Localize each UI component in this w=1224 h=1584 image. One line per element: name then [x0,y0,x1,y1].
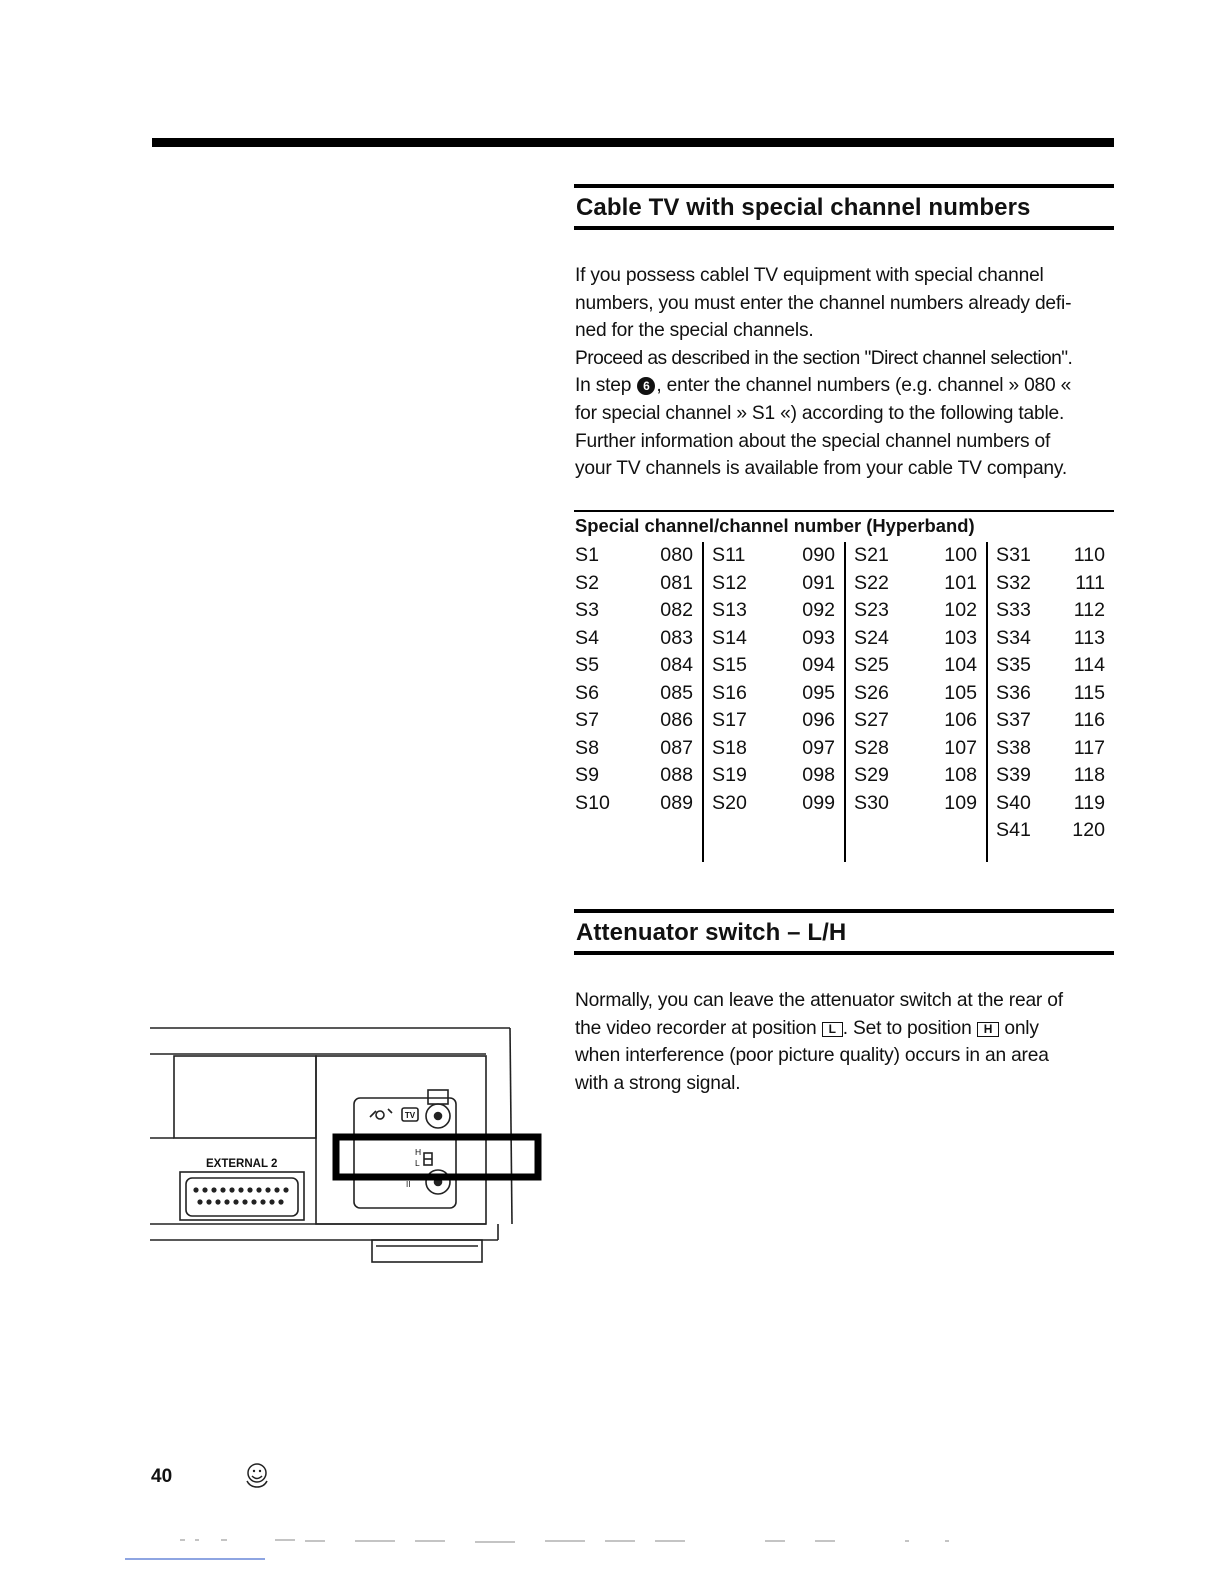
key-h-icon: H [977,1022,999,1037]
special-channel: S20 [712,791,747,814]
table-row [988,790,1114,818]
channel-number: 085 [660,681,693,704]
table-row [846,762,986,790]
table-row [988,652,1114,680]
paragraph-line: ned for the special channels. [575,320,814,342]
table-row [846,735,986,763]
special-channel: S16 [712,681,747,704]
channel-number: 082 [660,599,693,622]
channel-number: 087 [660,736,693,759]
channel-number: 119 [1073,791,1105,814]
antenna-symbol-icon [376,1111,384,1119]
special-channel: S19 [712,764,747,787]
upper-left-compartment [174,1056,316,1138]
channel-number: 113 [1073,626,1105,649]
table-row [704,762,844,790]
recorder-foot [372,1240,482,1262]
special-channel: S8 [575,736,599,759]
special-channel: S15 [712,654,747,677]
section-cable-tv-header [574,184,1114,230]
table-column [702,542,844,862]
special-channel: S17 [712,709,747,732]
table-row [574,680,702,708]
table-row [988,762,1114,790]
channel-number: 111 [1075,571,1105,594]
special-channel: S9 [575,764,599,787]
special-channel: S1 [575,544,599,567]
switch-h-label: H [415,1147,422,1157]
special-channel: S3 [575,599,599,622]
page-number: 40 [151,1466,173,1487]
special-channel: S34 [996,626,1031,649]
channel-number: 120 [1072,819,1105,842]
special-channel: S41 [996,819,1031,842]
channel-number: 092 [802,599,835,622]
step-number-icon: 6 [637,377,655,395]
paragraph-line: for special channel » S1 «) according to the following table. [575,402,1065,424]
channel-number: 081 [660,571,693,594]
housing-right-edge [510,1028,512,1224]
table-title: Special channel/channel number (Hyperband) [575,515,975,536]
channel-number: 086 [660,709,693,732]
table-column [844,542,986,862]
table-row [574,762,702,790]
table-row [574,707,702,735]
table-row [704,680,844,708]
channel-number: 091 [802,571,835,594]
special-channel: S4 [575,626,599,649]
special-channel: S22 [854,571,889,594]
table-row [988,707,1114,735]
section-title: Attenuator switch – L/H [576,919,847,946]
paragraph-line: If you possess cablel TV equipment with special channel [575,265,1044,286]
paragraph-line: when interference (poor picture quality) occurs in an area [575,1045,1049,1067]
table-row [704,735,844,763]
special-channel: S40 [996,791,1031,814]
tv-label: TV [404,1111,416,1120]
table-row [574,790,702,818]
channel-number: 095 [802,681,835,704]
special-channel: S35 [996,654,1031,677]
special-channel: S28 [854,736,889,759]
special-channel: S37 [996,709,1031,732]
scart-label: EXTERNAL 2 [206,1158,278,1170]
channel-number: 109 [944,791,977,814]
table-row [704,625,844,653]
special-channel: S24 [854,626,889,649]
table-row [574,735,702,763]
table-row [988,735,1114,763]
scart-pins [193,1187,288,1204]
paragraph-line: Further information about the special channel numbers of [575,430,1051,452]
channel-number: 104 [944,654,977,677]
paragraph-line: Proceed as described in the section "Direct channel selection". [575,347,1073,369]
table-row [704,652,844,680]
channel-number: 115 [1073,681,1105,704]
table-row [704,597,844,625]
special-channel: S26 [854,681,889,704]
table-row [846,680,986,708]
channel-number: 093 [802,626,835,649]
key-l-icon: L [822,1022,843,1037]
table-grid [574,542,1114,862]
special-channel: S10 [575,791,610,814]
channel-number: 083 [660,626,693,649]
attenuator-paragraph [575,987,1120,1097]
special-channel: S21 [854,544,889,567]
channel-number: 102 [944,599,977,622]
table-row [846,597,986,625]
table-row [574,597,702,625]
paragraph-line: Normally, you can leave the attenuator switch at the rear of [575,990,1063,1011]
channel-number: 116 [1073,709,1105,732]
special-channel: S13 [712,599,747,622]
channel-number: 094 [802,654,835,677]
table-column [574,542,702,862]
special-channel: S12 [712,571,747,594]
section-attenuator-header [574,909,1114,955]
scan-artifact-marks [125,1532,1005,1566]
special-channel: S25 [854,654,889,677]
channel-number: 112 [1073,599,1105,622]
table-row [704,542,844,570]
channel-number: 110 [1073,544,1105,567]
hyperband-channel-table [574,510,1114,862]
special-channel: S18 [712,736,747,759]
channel-number: 099 [802,791,835,814]
channel-number: 080 [660,544,693,567]
section-title: Cable TV with special channel numbers [576,194,1031,221]
special-channel: S23 [854,599,889,622]
special-channel: S38 [996,736,1031,759]
text-part: the video recorder at position [575,1017,817,1039]
special-channel: S31 [996,544,1031,567]
table-row [988,597,1114,625]
channel-number: 090 [802,544,835,567]
table-row [846,652,986,680]
cable-tv-paragraph [575,262,1120,483]
scart-connector-housing [180,1172,304,1220]
special-channel: S6 [575,681,599,704]
special-channel: S29 [854,764,889,787]
special-channel: S27 [854,709,889,732]
channel-number: 103 [944,626,977,649]
table-row [846,570,986,598]
channel-number: 088 [660,764,693,787]
table-row [574,625,702,653]
special-channel: S2 [575,571,599,594]
table-row [988,625,1114,653]
switch-l-label: L [415,1158,420,1168]
channel-number: 114 [1073,654,1105,677]
channel-number: 089 [660,791,693,814]
channel-number: 100 [944,544,977,567]
paragraph-line: numbers, you must enter the channel numbers already defi- [575,292,1072,314]
paragraph-line: with a strong signal. [575,1072,741,1094]
table-row [574,652,702,680]
channel-number: 106 [944,709,977,732]
special-channel: S11 [712,544,746,567]
scart-connector-icon [186,1178,298,1216]
channel-number: 098 [802,764,835,787]
channel-number: 107 [944,736,977,759]
step-text-trail: enter the channel numbers (e.g. channel » 080 « [666,375,1072,397]
special-channel: S30 [854,791,889,814]
table-row [846,625,986,653]
section-rule-bottom [574,951,1114,955]
table-row [574,570,702,598]
text-part: . Set to position [842,1017,972,1039]
table-row [574,542,702,570]
table-row [704,790,844,818]
paragraph-line: your TV channels is available from your cable TV company. [575,458,1067,480]
special-channel: S33 [996,599,1031,622]
table-column [986,542,1114,862]
channel-number: 096 [802,709,835,732]
table-row [846,542,986,570]
table-row [704,707,844,735]
video-recorder-rear-panel-figure [148,1024,548,1272]
special-channel: S32 [996,571,1031,594]
channel-number: 117 [1073,736,1105,759]
paragraph-line-keys [575,1015,1120,1043]
channel-number: 118 [1073,764,1105,787]
table-row [846,790,986,818]
special-channel: S14 [712,626,747,649]
section-rule-bottom [574,226,1114,230]
step-comma: , [656,375,662,397]
table-row [988,817,1114,845]
step-text-lead: In step [575,375,632,397]
table-row [704,570,844,598]
table-row [988,542,1114,570]
special-channel: S7 [575,709,599,732]
channel-number: 097 [802,736,835,759]
special-channel: S5 [575,654,599,677]
channel-number: 101 [944,571,977,594]
channel-number: 105 [944,681,977,704]
special-channel: S39 [996,764,1031,787]
input-mark: II [406,1180,411,1189]
text-part: only [1004,1017,1039,1039]
table-row [988,570,1114,598]
table-row [988,680,1114,708]
paragraph-line-step [575,372,1120,400]
special-channel: S36 [996,681,1031,704]
smiley-hand-icon [242,1460,272,1490]
attenuator-highlight-frame [336,1137,538,1177]
channel-number: 084 [660,654,693,677]
channel-number: 108 [944,764,977,787]
table-row [846,707,986,735]
top-rule [152,138,1114,147]
